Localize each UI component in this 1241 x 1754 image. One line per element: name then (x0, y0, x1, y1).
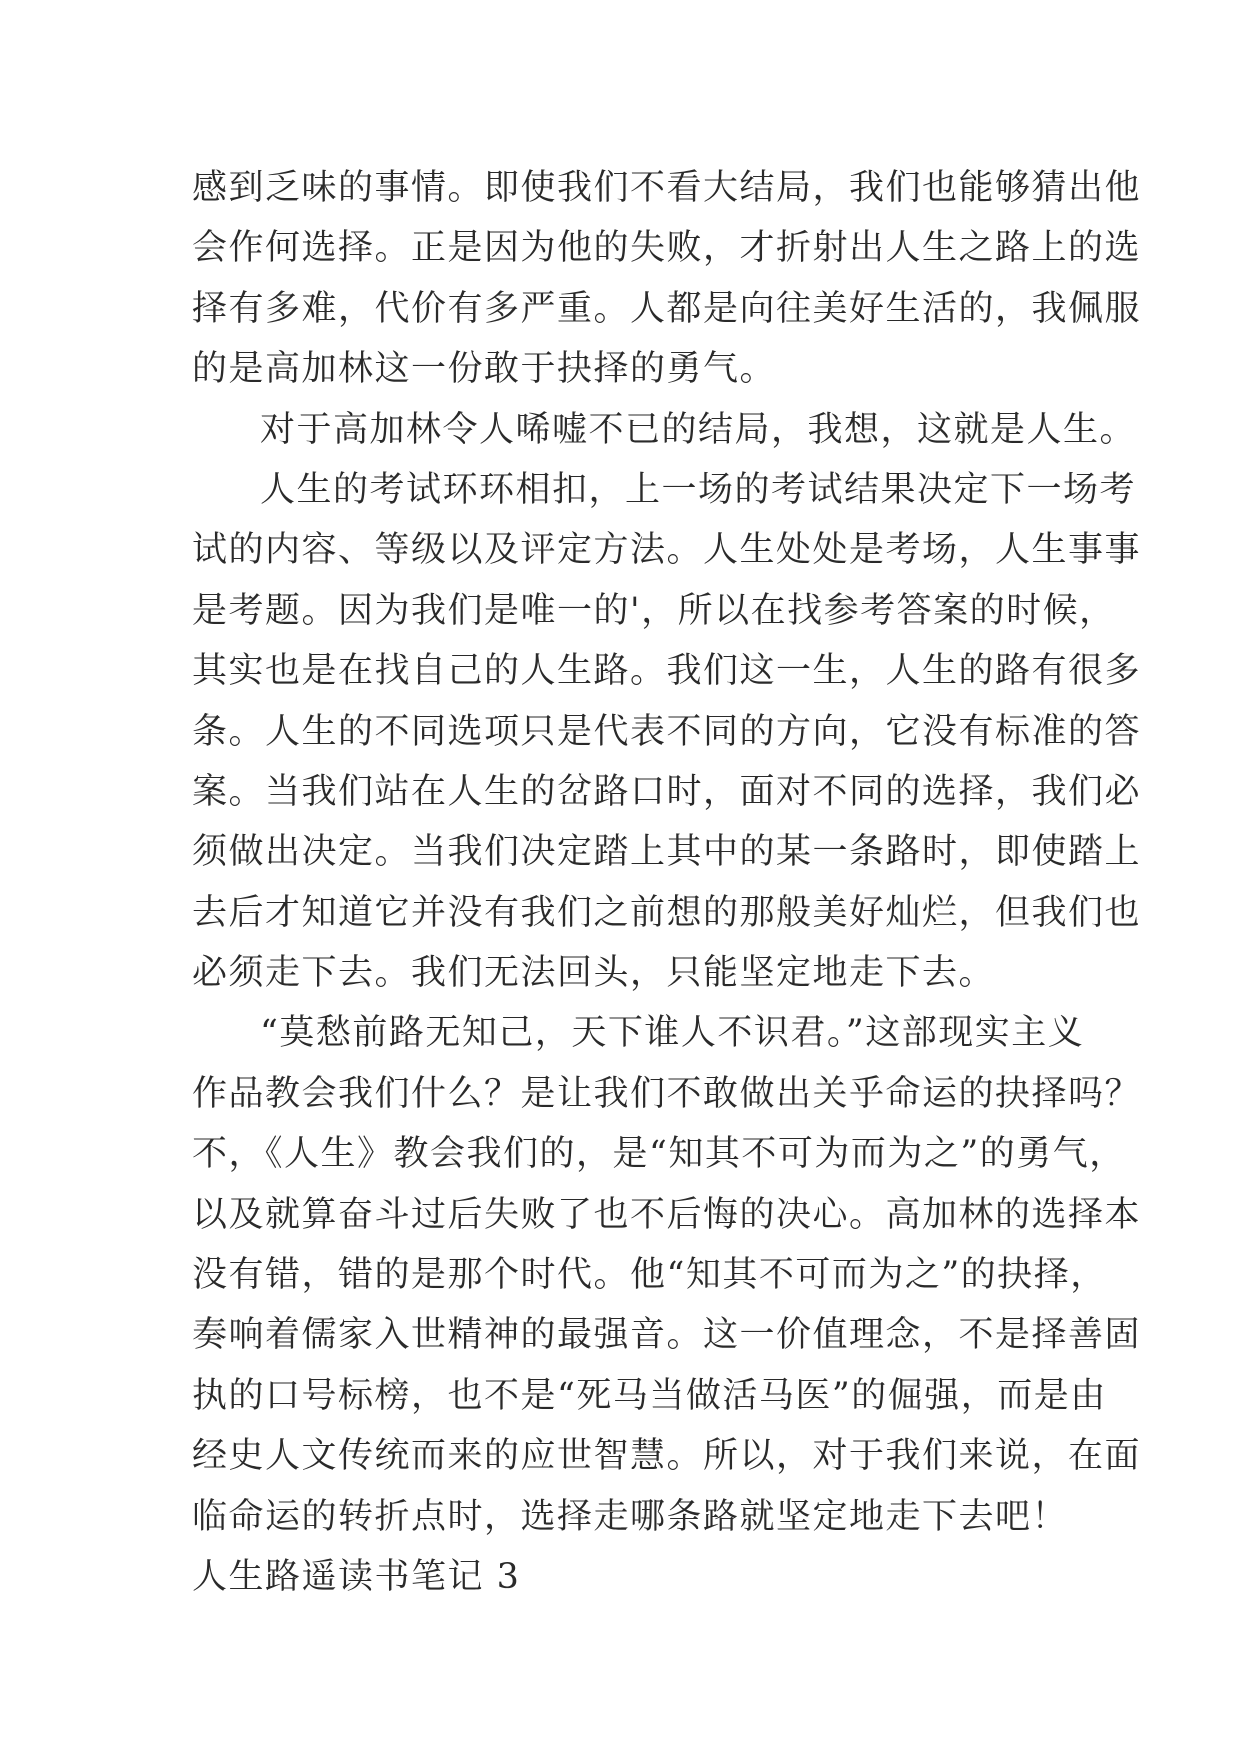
paragraph-line: 奏响着儒家入世精神的最强音。这一价值理念，不是择善固 (192, 1315, 1142, 1356)
paragraph-2 (192, 400, 1137, 460)
document-body (192, 158, 1142, 1607)
paragraph-line: 对于高加林令人唏嘘不已的结局，我想，这就是人生。 (260, 409, 1137, 450)
paragraph-line: 其实也是在找自己的人生路。我们这一生，人生的路有很多 (192, 651, 1142, 692)
paragraph-line: 人生的考试环环相扣，上一场的考试结果决定下一场考 (260, 469, 1137, 510)
paragraph-line: 的是高加林这一份敢于抉择的勇气。 (192, 349, 777, 390)
paragraph-3 (192, 460, 1142, 1004)
paragraph-4 (192, 1003, 1142, 1547)
paragraph-line: 作品教会我们什么？是让我们不敢做出关乎命运的抉择吗？ (192, 1073, 1142, 1114)
paragraph-line: 不，《人生》教会我们的，是“知其不可为而为之”的勇气， (192, 1134, 1126, 1175)
paragraph-line: 以及就算奋斗过后失败了也不后悔的决心。高加林的选择本 (192, 1194, 1142, 1235)
paragraph-line: 须做出决定。当我们决定踏上其中的某一条路时，即使踏上 (192, 832, 1142, 873)
paragraph-line: 案。当我们站在人生的岔路口时，面对不同的选择，我们必 (192, 771, 1142, 812)
paragraph-line: 执的口号标榜，也不是“死马当做活马医”的倔强，而是由 (192, 1375, 1107, 1416)
paragraph-line: 感到乏味的事情。即使我们不看大结局，我们也能够猜出他 (192, 168, 1142, 208)
paragraph-line: 会作何选择。正是因为他的失败，才折射出人生之路上的选 (192, 228, 1142, 269)
section-heading: 人生路遥读书笔记 3 (192, 1556, 521, 1597)
paragraph-line: 经史人文传统而来的应世智慧。所以，对于我们来说，在面 (192, 1436, 1142, 1477)
paragraph-line: 必须走下去。我们无法回头，只能坚定地走下去。 (192, 953, 996, 994)
paragraph-line: “莫愁前路无知己，天下谁人不识君。”这部现实主义 (260, 1013, 1085, 1054)
paragraph-line: 试的内容、等级以及评定方法。人生处处是考场，人生事事 (192, 530, 1142, 571)
paragraph-line: 择有多难，代价有多严重。人都是向往美好生活的，我佩服 (192, 288, 1142, 329)
paragraph-line: 临命运的转折点时，选择走哪条路就坚定地走下去吧！ (192, 1496, 1069, 1537)
paragraph-1 (192, 158, 1142, 400)
paragraph-line: 没有错，错的是那个时代。他“知其不可而为之”的抉择， (192, 1255, 1107, 1296)
paragraph-line: 条。人生的不同选项只是代表不同的方向，它没有标准的答 (192, 711, 1142, 752)
paragraph-line: 是考题。因为我们是唯一的'，所以在找参考答案的时候， (192, 590, 1116, 631)
paragraph-line: 去后才知道它并没有我们之前想的那般美好灿烂，但我们也 (192, 892, 1142, 933)
